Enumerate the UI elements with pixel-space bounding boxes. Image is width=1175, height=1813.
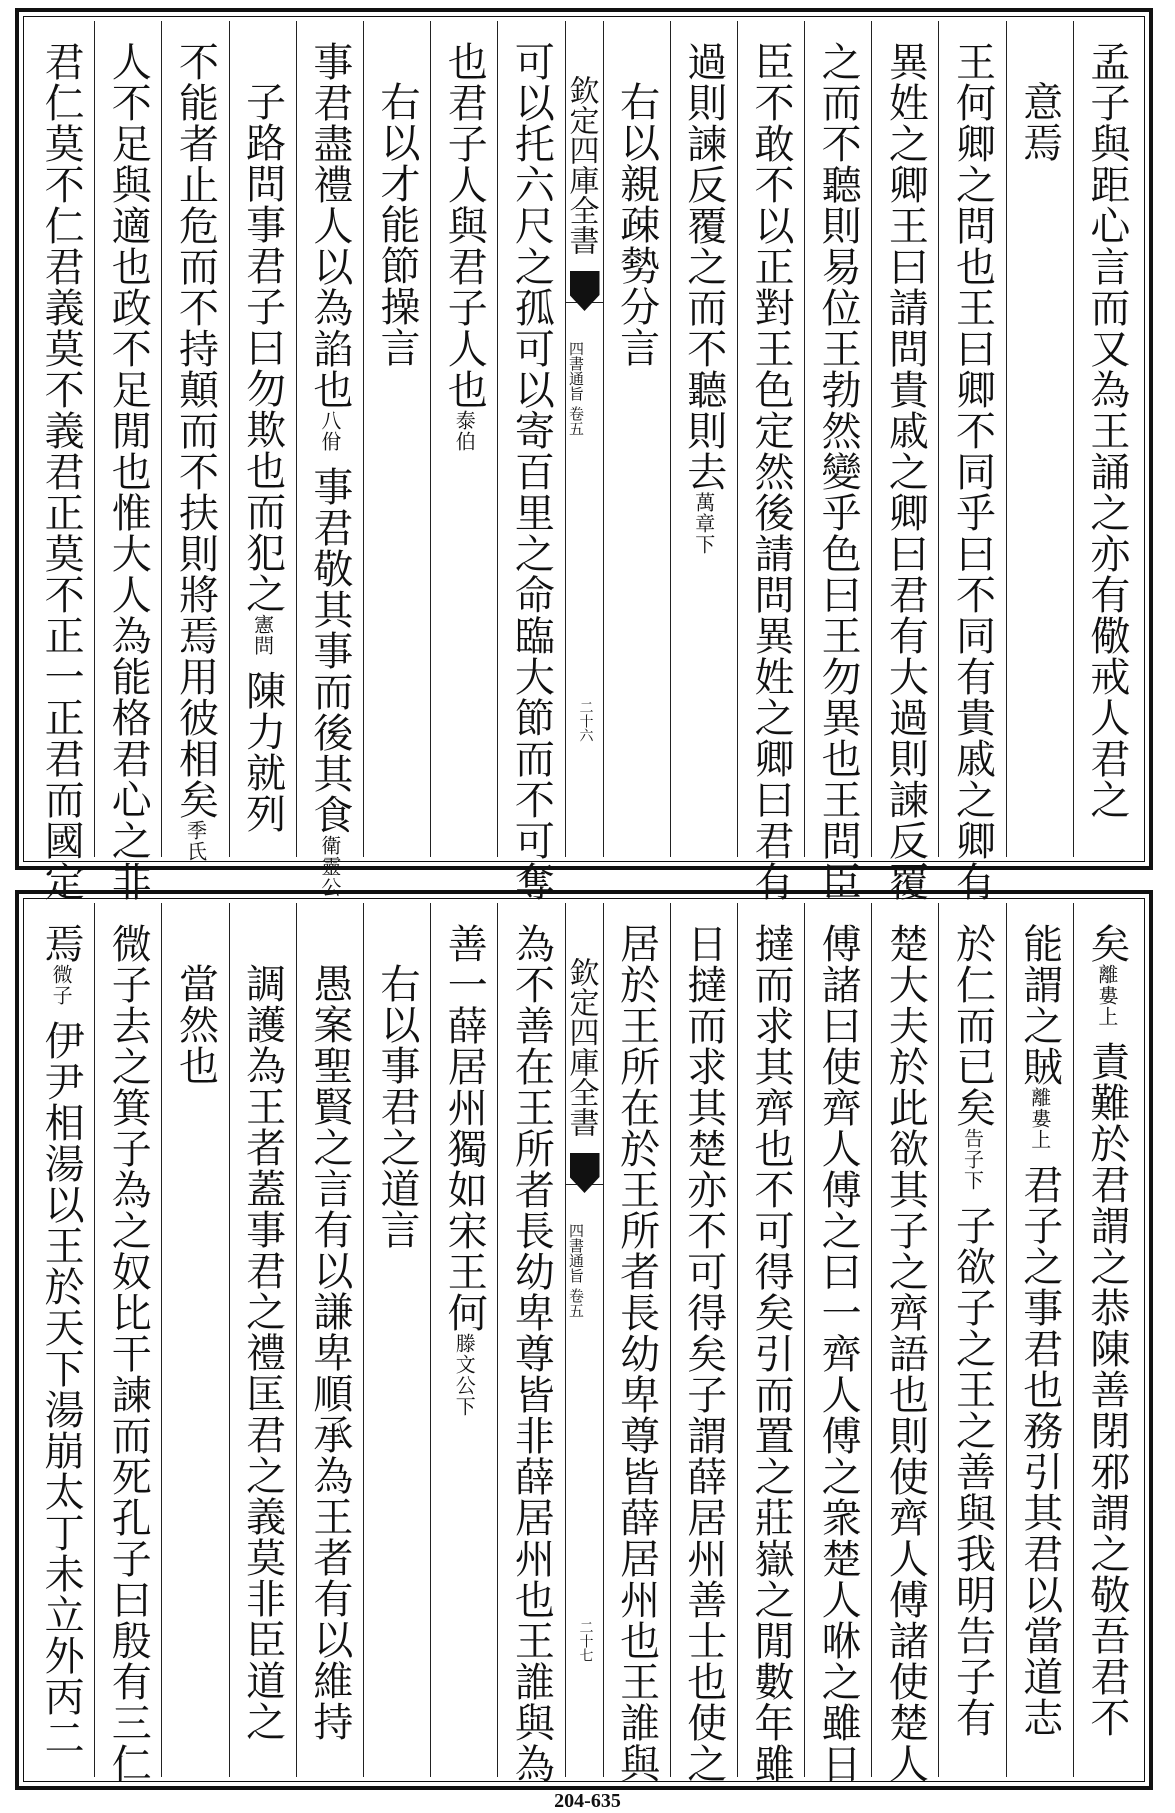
column-text: 意焉: [1016, 81, 1063, 163]
column-text: 善一薛居州獨如宋王何: [441, 923, 488, 1333]
text-column: [804, 21, 871, 902]
book-title: 四書通旨 卷五: [567, 341, 585, 436]
text-column: [28, 21, 94, 902]
collection-title: 欽定四庫全書: [566, 903, 603, 1185]
column-text: 右以事君之道言: [374, 963, 421, 1250]
column-text: 不能者止危而不持顛而不扶則將焉用彼相矣: [172, 41, 219, 820]
column-text: 伊尹相湯以王於天下湯崩太丁未立外丙二: [38, 1019, 85, 1758]
column-text: 王何卿之問也王曰卿不同乎曰不同有貴戚之卿有: [949, 41, 996, 902]
column-text: 子欲子之王之善與我明告子有: [949, 1204, 996, 1738]
source-note: 微子: [49, 964, 74, 1006]
column-text: 能謂之賊: [1016, 923, 1063, 1087]
column-text: 矣: [1083, 923, 1130, 964]
column-text: 傅諸曰使齊人傅之曰一齊人傅之衆楚人咻之雖日: [815, 923, 862, 1784]
column-text: 焉: [38, 923, 85, 964]
column-text: 陳力就列: [239, 669, 286, 834]
text-column: [603, 21, 670, 857]
text-column: [1073, 903, 1140, 1777]
text-column: [296, 903, 363, 1777]
text-column: [1006, 21, 1073, 857]
top-half-page: [15, 8, 1153, 902]
column-text: 可以托六尺之孤可以寄百里之命臨大節而不可奪: [508, 41, 555, 902]
text-column: [737, 21, 804, 902]
text-column: [363, 21, 430, 857]
fish-tail-mark: [570, 271, 600, 311]
text-column: [938, 21, 1005, 902]
source-note: 季氏: [183, 820, 208, 862]
column-text: 楚大夫於此欲其子之齊語也則使齊人傅諸使楚人: [882, 923, 929, 1784]
text-column: [737, 903, 804, 1784]
text-column: [670, 903, 737, 1784]
text-column: [94, 903, 161, 1784]
column-text: 孟子與距心言而又為王誦之亦有儆戒人君之: [1083, 41, 1130, 820]
source-note: 萬章下: [691, 492, 716, 555]
source-note: 告子下: [960, 1128, 985, 1191]
source-note: 八佾: [317, 410, 342, 452]
text-column: [670, 21, 737, 857]
source-note: 離婁上: [1094, 964, 1119, 1027]
column-text: 當然也: [172, 963, 219, 1086]
text-column: [430, 903, 497, 1777]
source-note: 泰伯: [452, 410, 477, 452]
column-text: 臣不敢不以正對王色定然後請問異姓之卿曰君有: [747, 41, 794, 902]
column-text: 右以才能節操言: [374, 81, 421, 368]
text-column: [229, 21, 296, 857]
column-text: 撻而求其齊也不可得矣引而置之莊嶽之閒數年雖: [747, 923, 794, 1784]
top-columns: [28, 21, 1140, 902]
column-text: 右以親疎勢分言: [613, 81, 660, 368]
column-text: 過則諫反覆之而不聽則去: [680, 41, 727, 492]
text-column: [296, 21, 363, 898]
text-column: [161, 21, 228, 862]
source-note: 滕文公下: [452, 1333, 477, 1417]
page-number: 204-635: [554, 1790, 621, 1812]
bottom-half-page: [15, 890, 1153, 1790]
folio-number: 二十七: [577, 1620, 594, 1662]
column-text: 君子之事君也務引其君以當道志: [1016, 1163, 1063, 1738]
column-text: 人不足與適也政不足閒也惟大人為能格君心之非: [105, 41, 152, 902]
text-column: [497, 21, 564, 902]
column-text: 愚案聖賢之言有以謙卑順承為王者有以維持: [306, 963, 353, 1742]
text-column: [229, 903, 296, 1777]
center-gutter: [565, 903, 603, 1777]
text-column: [430, 21, 497, 857]
column-text: 事君敬其事而後其食: [306, 465, 353, 835]
folio-number: 二十六: [577, 700, 594, 742]
text-column: [28, 903, 94, 1777]
column-text: 居於王所在於王所者長幼卑尊皆薛居州也王誰與: [613, 923, 660, 1784]
column-text: 為不善在王所者長幼卑尊皆非薛居州也王誰與為: [508, 923, 555, 1784]
fish-tail-mark: [570, 1153, 600, 1193]
column-text: 也君子人與君子人也: [441, 41, 488, 410]
column-text: 之而不聽則易位王勃然變乎色曰王勿異也王問臣: [815, 41, 862, 902]
source-note: 離婁上: [1027, 1087, 1052, 1150]
source-note: 憲問: [250, 614, 275, 656]
column-text: 調護為王者蓋事君之禮匡君之義莫非臣道之: [239, 963, 286, 1742]
text-column: [871, 21, 938, 902]
column-text: 於仁而已矣: [949, 923, 996, 1128]
column-text: 責難於君謂之恭陳善閉邪謂之敬吾君不: [1083, 1040, 1130, 1738]
text-column: [161, 903, 228, 1777]
column-text: 日撻而求其楚亦不可得矣子謂薛居州善士也使之: [680, 923, 727, 1784]
text-column: [1073, 21, 1140, 857]
text-column: [363, 903, 430, 1777]
collection-title: 欽定四庫全書: [566, 21, 603, 303]
source-note: 衛靈公: [317, 834, 342, 898]
text-column: [938, 903, 1005, 1777]
column-text: 君仁莫不仁君義莫不義君正莫不正一正君而國定: [38, 41, 85, 902]
column-text: 子路問事君子曰勿欺也而犯之: [239, 81, 286, 614]
text-column: [497, 903, 564, 1784]
text-column: [871, 903, 938, 1784]
text-column: [1006, 903, 1073, 1777]
bottom-columns: [28, 903, 1140, 1784]
column-text: 微子去之箕子為之奴比干諫而死孔子曰殷有三仁: [105, 923, 152, 1784]
text-column: [603, 903, 670, 1784]
text-column: [94, 21, 161, 902]
column-text: 事君盡禮人以為諂也: [306, 41, 353, 410]
center-gutter: [565, 21, 603, 857]
column-text: 異姓之卿王曰請問貴戚之卿曰君有大過則諫反覆: [882, 41, 929, 902]
text-column: [804, 903, 871, 1784]
book-title: 四書通旨 卷五: [567, 1223, 585, 1318]
